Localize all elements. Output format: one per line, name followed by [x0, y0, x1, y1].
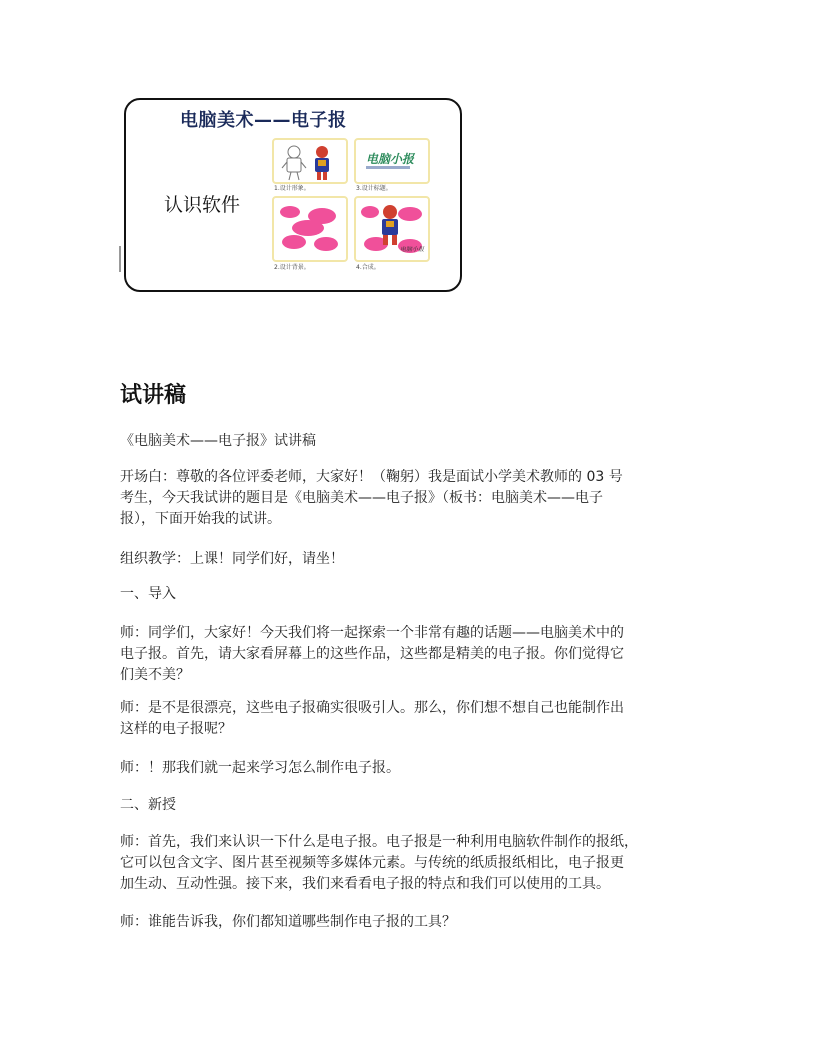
- slide-image: [124, 98, 462, 292]
- line: 师：同学们，大家好！今天我们将一起探索一个非常有趣的话题——电脑美术中的: [120, 625, 624, 641]
- paragraph: [120, 549, 720, 570]
- paragraph: [120, 795, 720, 816]
- thumb-caption: 4.合成。: [356, 264, 380, 271]
- thumb-caption: 3.设计标题。: [356, 185, 392, 192]
- line: 们美不美？: [120, 667, 190, 683]
- line: 师：是不是很漂亮，这些电子报确实很吸引人。那么，你们想不想自己也能制作出: [120, 700, 624, 716]
- line: 加生动、互动性强。接下来，我们来看看电子报的特点和我们可以使用的工具。: [120, 876, 610, 892]
- paragraph: [120, 912, 720, 933]
- line: 师：谁能告诉我，你们都知道哪些制作电子报的工具？: [120, 914, 456, 930]
- paragraph: [120, 623, 720, 686]
- paragraph: [120, 467, 720, 530]
- thumb-caption: 2.设计背景。: [274, 264, 310, 271]
- line: 一、导入: [120, 586, 176, 602]
- line: 开场白：尊敬的各位评委老师，大家好！（鞠躬）我是面试小学美术教师的 03 号: [120, 469, 623, 485]
- paragraph: [120, 431, 720, 452]
- line: 这样的电子报呢？: [120, 721, 232, 737]
- line: 《电脑美术——电子报》试讲稿: [120, 433, 316, 449]
- slide-subtitle: 认识软件: [164, 194, 241, 216]
- line: 考生，今天我试讲的题目是《电脑美术——电子报》（板书：电脑美术——电子: [120, 490, 603, 506]
- line: 它可以包含文字、图片甚至视频等多媒体元素。与传统的纸质报纸相比，电子报更: [120, 855, 624, 871]
- logo-text: 电脑小报: [366, 152, 415, 166]
- margin-mark: [119, 246, 121, 272]
- paragraph: [120, 758, 720, 779]
- line: 报），下面开始我的试讲。: [120, 511, 281, 527]
- line: 电子报。首先，请大家看屏幕上的这些作品，这些都是精美的电子报。你们觉得它: [120, 646, 624, 662]
- thumb-composition: [354, 196, 430, 262]
- line: 组织教学：上课！同学们好，请坐！: [120, 551, 344, 567]
- line: 二、新授: [120, 797, 176, 813]
- robot-characters-icon: [274, 140, 346, 182]
- paragraph: [120, 584, 720, 605]
- line: 师：！那我们就一起来学习怎么制作电子报。: [120, 760, 400, 776]
- logo-underline: [366, 166, 410, 169]
- logo-text: 电脑小报: [400, 246, 425, 253]
- thumb-design-background: [272, 196, 348, 262]
- thumb-caption: 1.设计形象。: [274, 185, 310, 192]
- thumb-design-title: [354, 138, 430, 184]
- pink-clouds-icon: [274, 198, 346, 260]
- slide-title: 电脑美术——电子报: [180, 110, 347, 131]
- paragraph: [120, 698, 720, 740]
- line: 师：首先，我们来认识一下什么是电子报。电子报是一种利用电脑软件制作的报纸，: [120, 834, 638, 850]
- page-heading: 试讲稿: [120, 383, 187, 408]
- thumb-design-character: [272, 138, 348, 184]
- paragraph: [120, 832, 720, 895]
